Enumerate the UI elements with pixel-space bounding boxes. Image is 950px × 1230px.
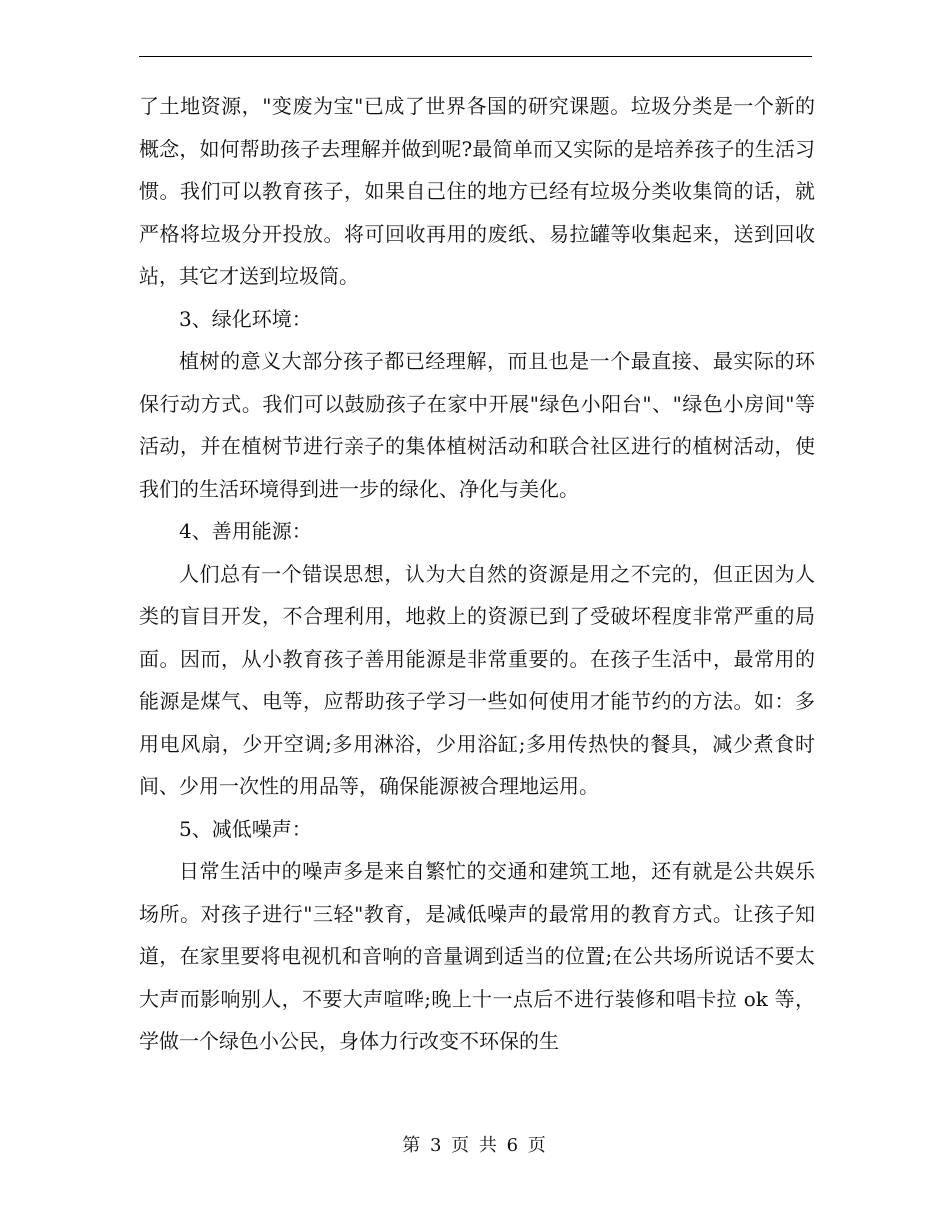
paragraph-waste-sorting: 了土地资源，"变废为宝"已成了世界各国的研究课题。垃圾分类是一个新的概念，如何帮助孩子去理解并做到呢?最简单而又实际的是培养孩子的生活习惯。我们可以教育孩子，如果自己住的地方已经有垃圾分类收集筒的话，就严格将垃圾分开投放。将可回收再用的废纸、易拉罐等收集起来，送到回收站，其它才送到垃圾筒。 bbox=[139, 94, 815, 288]
header-rule bbox=[139, 56, 812, 57]
paragraph-noise: 日常生活中的噪声多是来自繁忙的交通和建筑工地，还有就是公共娱乐场所。对孩子进行"三轻"教育，是减低噪声的最常用的教育方式。让孩子知道，在家里要将电视机和音响的音量调到适当的位置;在公共场所说话不要太大声而影响别人，不要大声喧哗;晚上十一点后不进行装修和唱卡拉 ok 等，学做一个绿色小公民，身体力行改变不环保的生 bbox=[139, 859, 815, 1053]
heading-energy: 4、善用能源： bbox=[179, 519, 312, 543]
page-number-footer: 第 3 页 共 6 页 bbox=[402, 1135, 548, 1156]
heading-greening: 3、绿化环境： bbox=[179, 306, 312, 331]
paragraph-greening: 植树的意义大部分孩子都已经理解，而且也是一个最直接、最实际的环保行动方式。我们可以鼓励孩子在家中开展"绿色小阳台"、"绿色小房间"等活动，并在植树节进行亲子的集体植树活动和联合社区进行的植树活动，使我们的生活环境得到进一步的绿化、净化与美化。 bbox=[139, 349, 815, 501]
heading-noise: 5、减低噪声： bbox=[179, 816, 312, 841]
document-body bbox=[139, 85, 815, 1063]
paragraph-energy: 人们总有一个错误思想，认为大自然的资源是用之不完的，但正因为人类的盲目开发，不合理利用，地救上的资源已到了受破坏程度非常严重的局面。因而，从小教育孩子善用能源是非常重要的。在孩子生活中，最常用的能源是煤气、电等，应帮助孩子学习一些如何使用才能节约的方法。如：多用电风扇，少开空调;多用淋浴，少用浴缸;多用传热快的餐具，减少煮食时间、少用一次性的用品等，确保能源被合理地运用。 bbox=[139, 561, 815, 798]
